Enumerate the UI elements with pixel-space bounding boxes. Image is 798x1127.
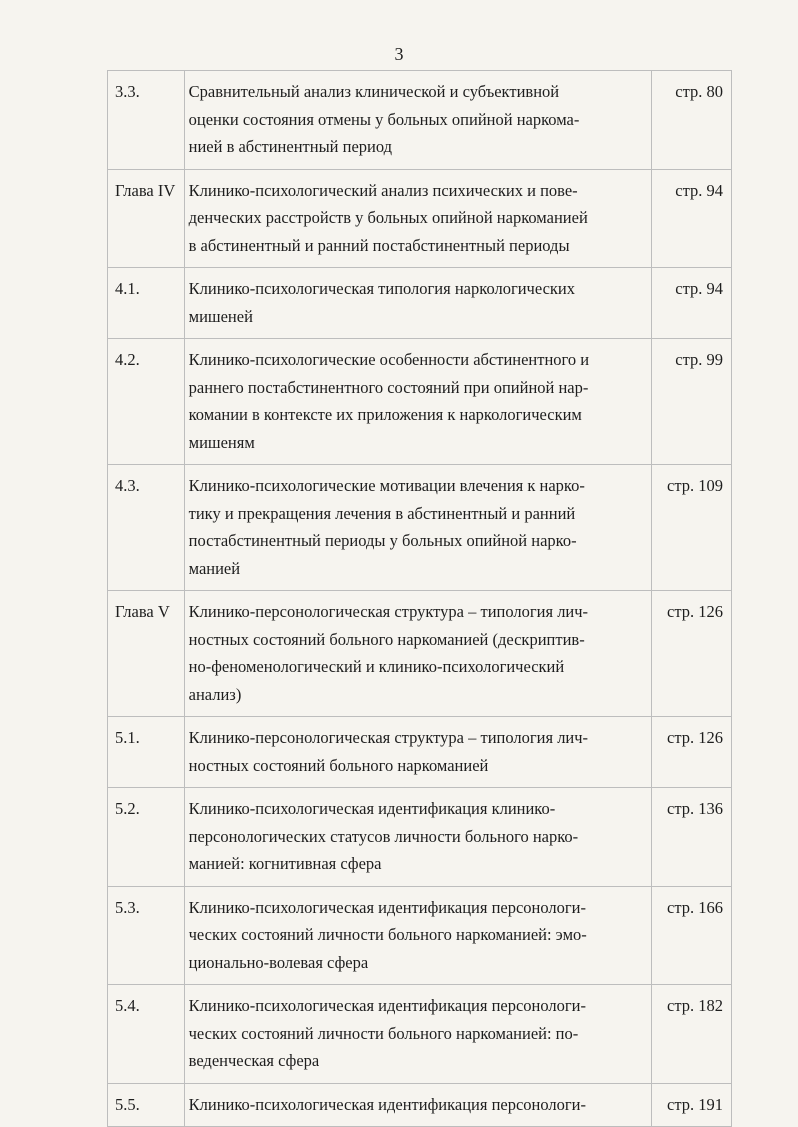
toc-title-line: веденческая сфера: [188, 1051, 320, 1070]
toc-title-line: мишеней: [188, 306, 253, 326]
toc-page-ref: стр. 94: [651, 169, 731, 268]
toc-title-line: Клинико-психологическая идентификация персонологи-: [188, 996, 586, 1015]
toc-title-line: раннего постабстинентного состояний при опийной нар-: [188, 377, 589, 397]
toc-section-number: 5.3.: [108, 886, 185, 985]
page-number: 3: [394, 44, 404, 64]
toc-section-title: [184, 886, 651, 985]
toc-section-number: 5.2.: [108, 788, 185, 887]
toc-title-line: Клинико-персонологическая структура – типология лич-: [188, 728, 589, 747]
toc-section-number: 4.1.: [108, 268, 185, 339]
toc-row: [108, 268, 732, 339]
toc-section-number: Глава V: [108, 591, 185, 717]
toc-page-ref: стр. 166: [651, 886, 731, 985]
toc-title-line: Клинико-психологические мотивации влечения к нарко-: [188, 476, 585, 495]
toc-title-line: анализ): [188, 684, 242, 704]
toc-page-ref: стр. 191: [651, 1083, 731, 1127]
toc-page-ref: стр. 126: [651, 591, 731, 717]
toc-page-ref: стр. 99: [651, 339, 731, 465]
toc-section-title: [184, 788, 651, 887]
toc-page-ref: стр. 136: [651, 788, 731, 887]
toc-section-title: [184, 465, 651, 591]
table-of-contents: [107, 70, 732, 1127]
toc-row: [108, 591, 732, 717]
toc-section-title: [184, 985, 651, 1084]
toc-row: [108, 886, 732, 985]
toc-title-line: ностных состояний больного наркоманией: [188, 755, 489, 775]
toc-title-line: Клинико-психологические особенности абстинентного и: [188, 350, 590, 369]
toc-row: [108, 788, 732, 887]
toc-page-ref: стр. 126: [651, 717, 731, 788]
toc-section-number: 3.3.: [108, 71, 185, 170]
toc-row: [108, 1083, 732, 1127]
toc-title-line: Клинико-персонологическая структура – типология лич-: [188, 602, 589, 621]
toc-title-line: оценки состояния отмены у больных опийной наркома-: [188, 109, 580, 129]
toc-body: [108, 71, 732, 1127]
toc-section-number: 5.5.: [108, 1083, 185, 1127]
toc-title-line: ческих состояний личности больного наркоманией: эмо-: [188, 925, 587, 944]
toc-title-line: Клинико-психологическая типология наркологических: [188, 279, 576, 298]
toc-title-line: манией: когнитивная сфера: [188, 854, 382, 873]
toc-section-title: [184, 717, 651, 788]
toc-title-line: постабстинентный периоды у больных опийной нарко-: [188, 531, 577, 550]
toc-row: [108, 985, 732, 1084]
toc-title-line: нией в абстинентный период: [188, 137, 393, 156]
toc-section-number: 5.4.: [108, 985, 185, 1084]
toc-row: [108, 717, 732, 788]
toc-row: [108, 71, 732, 170]
toc-page-ref: стр. 182: [651, 985, 731, 1084]
toc-section-number: 5.1.: [108, 717, 185, 788]
toc-section-number: 4.3.: [108, 465, 185, 591]
toc-title-line: но-феноменологический и клинико-психологический: [188, 657, 565, 676]
toc-title-line: Клинико-психологический анализ психических и пове-: [188, 180, 578, 200]
toc-title-line: Клинико-психологическая идентификация персонологи-: [188, 897, 586, 917]
toc-title-line: манией: [188, 558, 241, 578]
toc-section-number: Глава IV: [108, 169, 185, 268]
toc-title-line: персонологических статусов личности больного нарко-: [188, 826, 579, 846]
toc-title-line: Клинико-психологическая идентификация клинико-: [188, 799, 556, 818]
toc-section-title: [184, 169, 651, 268]
toc-page-ref: стр. 80: [651, 71, 731, 170]
toc-title-line: тику и прекращения лечения в абстинентный и ранний: [188, 503, 576, 523]
toc-section-title: [184, 71, 651, 170]
toc-section-title: [184, 1083, 651, 1127]
toc-title-line: ностных состояний больного наркоманией (дескриптив-: [188, 629, 585, 649]
toc-section-title: [184, 591, 651, 717]
toc-row: [108, 169, 732, 268]
toc-title-line: ческих состояний личности больного наркоманией: по-: [188, 1023, 579, 1043]
toc-title-line: Сравнительный анализ клинической и субъективной: [188, 82, 560, 101]
toc-title-line: ционально-волевая сфера: [188, 952, 369, 972]
toc-title-line: в абстинентный и ранний постабстинентный периоды: [188, 235, 570, 255]
toc-title-line: Клинико-психологическая идентификация персонологи-: [188, 1094, 586, 1114]
toc-page-ref: стр. 109: [651, 465, 731, 591]
toc-section-number: 4.2.: [108, 339, 185, 465]
toc-row: [108, 465, 732, 591]
toc-section-title: [184, 268, 651, 339]
toc-section-title: [184, 339, 651, 465]
toc-row: [108, 339, 732, 465]
toc-page-ref: стр. 94: [651, 268, 731, 339]
toc-title-line: мишеням: [188, 432, 255, 452]
toc-title-line: денческих расстройств у больных опийной наркоманией: [188, 208, 588, 227]
toc-title-line: комании в контексте их приложения к наркологическим: [188, 405, 582, 424]
